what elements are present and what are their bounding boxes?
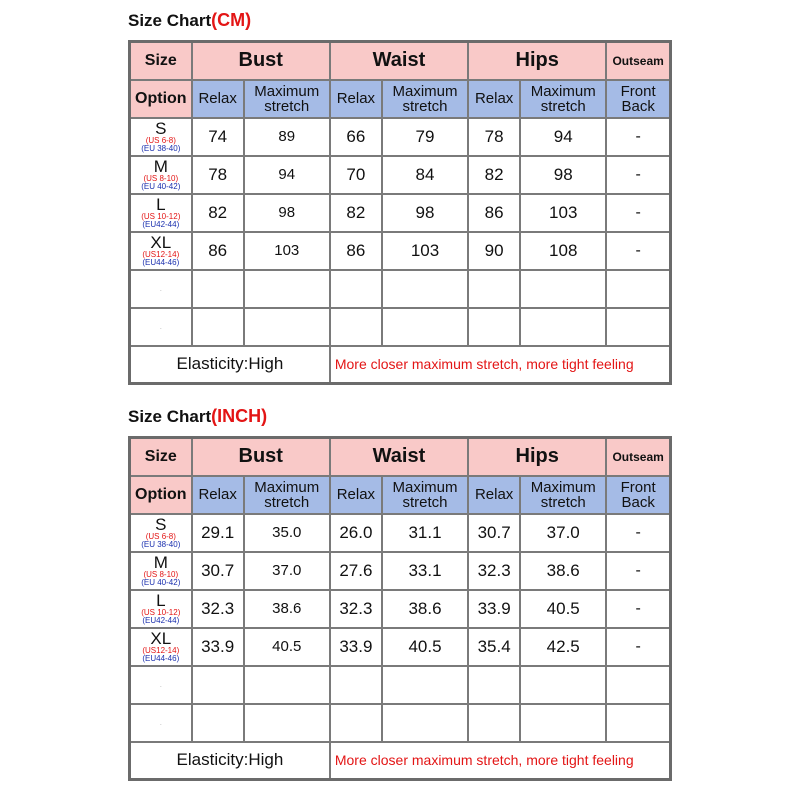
- table-row: [130, 628, 671, 666]
- waist-relax-value: 82: [330, 194, 382, 232]
- empty-cell: [606, 270, 670, 308]
- waist-max-value: 38.6: [382, 590, 468, 628]
- elasticity-label: Elasticity:High: [130, 346, 330, 384]
- size-label: XL: [150, 628, 172, 648]
- size-label: S: [155, 118, 167, 138]
- size-cell: [130, 552, 192, 590]
- size-label: S: [155, 514, 167, 534]
- bust-relax-value: 32.3: [192, 590, 244, 628]
- bust-relax-value: 82: [192, 194, 244, 232]
- eu-size: (EU 40-42): [141, 181, 181, 191]
- outseam-header: Outseam: [606, 42, 670, 80]
- size-label: M: [153, 552, 168, 572]
- hips-relax-value: 35.4: [468, 628, 520, 666]
- eu-size: (EU42-44): [142, 615, 180, 625]
- waist-relax-header: Relax: [330, 476, 382, 514]
- empty-cell: [606, 666, 670, 704]
- size-cell: [130, 514, 192, 552]
- us-size: (US 8-10): [143, 173, 179, 183]
- waist-relax-value: 26.0: [330, 514, 382, 552]
- inch-size-table: [128, 436, 672, 781]
- hips-relax-header: Relax: [468, 80, 520, 118]
- waist-max-value: 79: [382, 118, 468, 156]
- elasticity-label: Elasticity:High: [130, 742, 330, 780]
- size-header: Size: [130, 42, 192, 80]
- cm-size-table: [128, 40, 672, 385]
- hips-header: Hips: [468, 42, 606, 80]
- hips-max-value: 103: [520, 194, 606, 232]
- size-label: L: [156, 590, 166, 610]
- empty-cell: [520, 308, 606, 346]
- empty-cell: [468, 704, 520, 742]
- bust-header: Bust: [192, 438, 330, 476]
- bust-relax-value: 30.7: [192, 552, 244, 590]
- empty-cell: [192, 704, 244, 742]
- waist-relax-value: 33.9: [330, 628, 382, 666]
- empty-cell: [192, 308, 244, 346]
- size-cell: [130, 628, 192, 666]
- hips-relax-value: 30.7: [468, 514, 520, 552]
- empty-row: [130, 666, 671, 704]
- outseam-value: -: [606, 514, 670, 552]
- size-header: Size: [130, 438, 192, 476]
- us-size: (US 6-8): [145, 531, 176, 541]
- table-row: [130, 118, 671, 156]
- waist-header: Waist: [330, 438, 468, 476]
- footer-row: [130, 346, 671, 384]
- front-back-header: Front Back: [606, 476, 670, 514]
- us-size: (US 10-12): [141, 607, 181, 617]
- bust-relax-value: 86: [192, 232, 244, 270]
- us-size: (US12-14): [142, 645, 180, 655]
- size-cell: [130, 194, 192, 232]
- bust-max-header: Maximum stretch: [244, 476, 330, 514]
- bust-max-header: Maximum stretch: [244, 80, 330, 118]
- waist-relax-value: 66: [330, 118, 382, 156]
- hips-header: Hips: [468, 438, 606, 476]
- table-row: [130, 156, 671, 194]
- size-label: L: [156, 194, 166, 214]
- waist-header: Waist: [330, 42, 468, 80]
- waist-max-value: 84: [382, 156, 468, 194]
- empty-cell: [330, 666, 382, 704]
- empty-cell: [192, 270, 244, 308]
- eu-size: (EU44-46): [142, 257, 180, 267]
- bust-relax-value: 29.1: [192, 514, 244, 552]
- waist-relax-value: 32.3: [330, 590, 382, 628]
- cm-chart-title: [128, 10, 251, 31]
- empty-cell: [330, 270, 382, 308]
- front-back-header: Front Back: [606, 80, 670, 118]
- hips-relax-value: 90: [468, 232, 520, 270]
- bust-max-value: 98: [244, 194, 330, 232]
- outseam-value: -: [606, 628, 670, 666]
- footer-row: [130, 742, 671, 780]
- empty-cell: [468, 270, 520, 308]
- empty-cell: [244, 704, 330, 742]
- empty-cell: ·: [130, 308, 192, 346]
- empty-cell: [520, 666, 606, 704]
- outseam-value: -: [606, 118, 670, 156]
- outseam-value: -: [606, 590, 670, 628]
- table-row: [130, 552, 671, 590]
- waist-max-value: 103: [382, 232, 468, 270]
- empty-cell: [382, 308, 468, 346]
- waist-relax-value: 70: [330, 156, 382, 194]
- size-label: M: [153, 156, 168, 176]
- hips-max-header: Maximum stretch: [520, 80, 606, 118]
- bust-max-value: 94: [244, 156, 330, 194]
- outseam-value: -: [606, 194, 670, 232]
- empty-cell: [606, 704, 670, 742]
- bust-max-value: 103: [244, 232, 330, 270]
- bust-max-value: 40.5: [244, 628, 330, 666]
- waist-max-header: Maximum stretch: [382, 476, 468, 514]
- outseam-value: -: [606, 232, 670, 270]
- size-cell: [130, 590, 192, 628]
- empty-cell: [244, 270, 330, 308]
- size-cell: [130, 156, 192, 194]
- empty-cell: ·: [130, 704, 192, 742]
- cm-title-prefix: Size Chart: [128, 11, 212, 30]
- waist-max-value: 33.1: [382, 552, 468, 590]
- us-size: (US 8-10): [143, 569, 179, 579]
- table-row: [130, 590, 671, 628]
- bust-max-value: 38.6: [244, 590, 330, 628]
- hips-max-header: Maximum stretch: [520, 476, 606, 514]
- waist-relax-value: 86: [330, 232, 382, 270]
- empty-cell: ·: [130, 666, 192, 704]
- eu-size: (EU42-44): [142, 219, 180, 229]
- hips-relax-value: 86: [468, 194, 520, 232]
- outseam-value: -: [606, 156, 670, 194]
- hips-relax-header: Relax: [468, 476, 520, 514]
- eu-size: (EU44-46): [142, 653, 180, 663]
- eu-size: (EU 40-42): [141, 577, 181, 587]
- hips-max-value: 42.5: [520, 628, 606, 666]
- hips-max-value: 98: [520, 156, 606, 194]
- us-size: (US 10-12): [141, 211, 181, 221]
- size-cell: [130, 232, 192, 270]
- bust-relax-header: Relax: [192, 80, 244, 118]
- inch-title-prefix: Size Chart: [128, 407, 212, 426]
- bust-header: Bust: [192, 42, 330, 80]
- hips-relax-value: 33.9: [468, 590, 520, 628]
- hips-relax-value: 82: [468, 156, 520, 194]
- inch-chart-title: [128, 406, 267, 427]
- empty-cell: [330, 704, 382, 742]
- stretch-note: More closer maximum stretch, more tight feeling: [330, 346, 671, 384]
- empty-cell: [468, 308, 520, 346]
- empty-cell: [468, 666, 520, 704]
- us-size: (US12-14): [142, 249, 180, 259]
- empty-cell: [244, 666, 330, 704]
- bust-relax-value: 78: [192, 156, 244, 194]
- size-cell: [130, 118, 192, 156]
- empty-cell: [192, 666, 244, 704]
- empty-cell: [520, 704, 606, 742]
- table-row: [130, 194, 671, 232]
- empty-cell: [382, 270, 468, 308]
- hips-max-value: 37.0: [520, 514, 606, 552]
- bust-relax-value: 74: [192, 118, 244, 156]
- waist-max-value: 31.1: [382, 514, 468, 552]
- hips-max-value: 94: [520, 118, 606, 156]
- hips-relax-value: 78: [468, 118, 520, 156]
- empty-cell: [330, 308, 382, 346]
- bust-relax-header: Relax: [192, 476, 244, 514]
- empty-row: [130, 704, 671, 742]
- empty-row: [130, 308, 671, 346]
- empty-cell: [244, 308, 330, 346]
- empty-cell: [606, 308, 670, 346]
- option-header: Option: [130, 476, 192, 514]
- outseam-header: Outseam: [606, 438, 670, 476]
- eu-size: (EU 38-40): [141, 539, 181, 549]
- option-header: Option: [130, 80, 192, 118]
- bust-max-value: 89: [244, 118, 330, 156]
- table-row: [130, 232, 671, 270]
- waist-max-header: Maximum stretch: [382, 80, 468, 118]
- waist-max-value: 98: [382, 194, 468, 232]
- hips-relax-value: 32.3: [468, 552, 520, 590]
- cm-title-unit: (CM): [211, 10, 252, 30]
- hips-max-value: 40.5: [520, 590, 606, 628]
- empty-cell: [382, 704, 468, 742]
- size-label: XL: [150, 232, 172, 252]
- waist-relax-header: Relax: [330, 80, 382, 118]
- stretch-note: More closer maximum stretch, more tight feeling: [330, 742, 671, 780]
- empty-cell: ·: [130, 270, 192, 308]
- inch-title-unit: (INCH): [211, 406, 268, 426]
- waist-max-value: 40.5: [382, 628, 468, 666]
- table-row: [130, 514, 671, 552]
- eu-size: (EU 38-40): [141, 143, 181, 153]
- empty-cell: [520, 270, 606, 308]
- us-size: (US 6-8): [145, 135, 176, 145]
- bust-max-value: 35.0: [244, 514, 330, 552]
- empty-row: [130, 270, 671, 308]
- outseam-value: -: [606, 552, 670, 590]
- bust-relax-value: 33.9: [192, 628, 244, 666]
- waist-relax-value: 27.6: [330, 552, 382, 590]
- empty-cell: [382, 666, 468, 704]
- bust-max-value: 37.0: [244, 552, 330, 590]
- hips-max-value: 108: [520, 232, 606, 270]
- hips-max-value: 38.6: [520, 552, 606, 590]
